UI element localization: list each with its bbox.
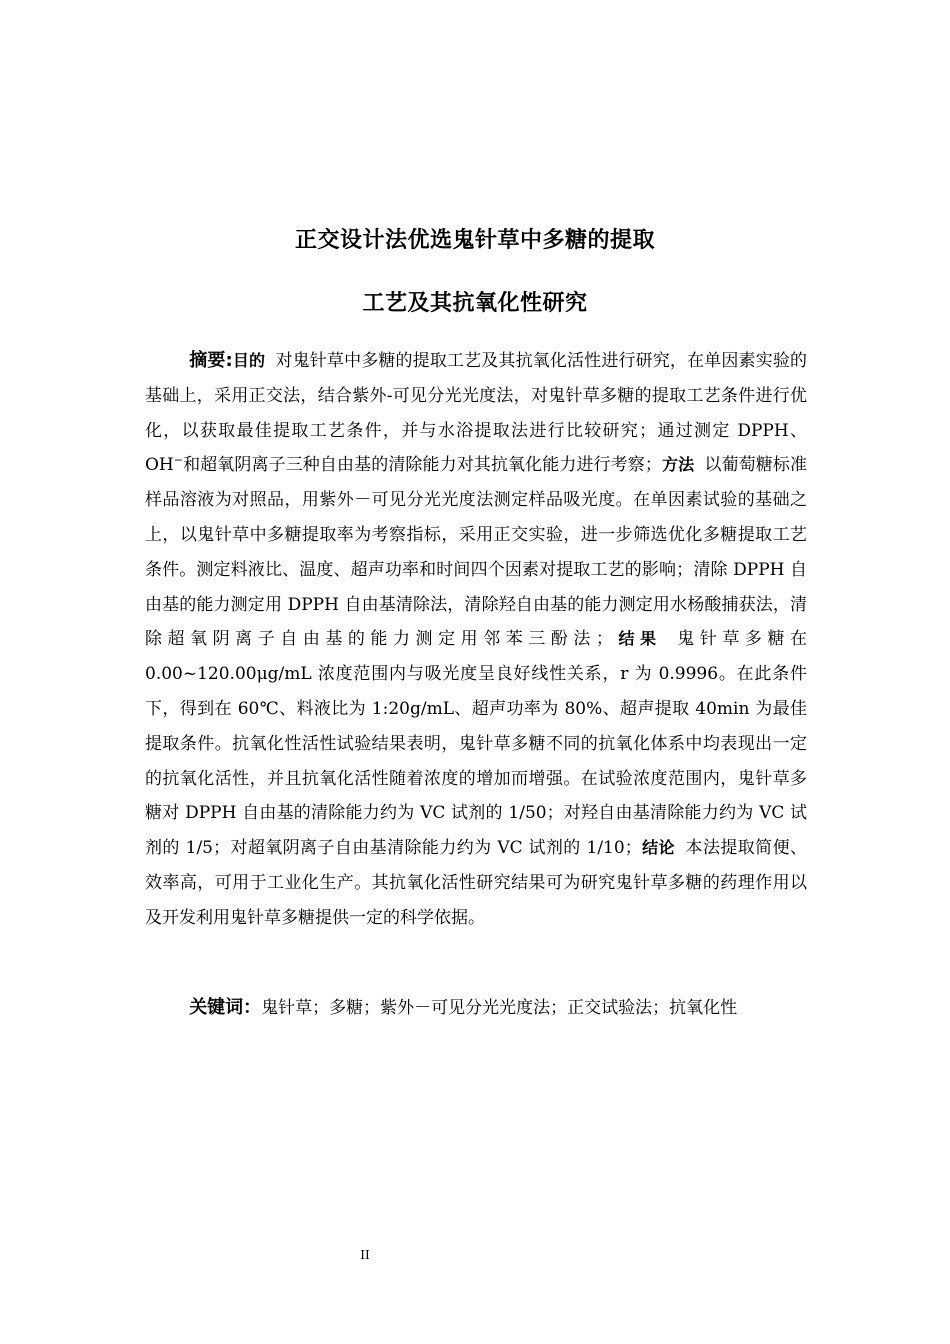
conclusion-text: 本法提取简便、效率高，可用于工业化生产。其抗氧化活性研究结果可为研究鬼针草多糖的药理作用以及开发利用鬼针草多糖提供一定的科学依据。 bbox=[145, 838, 807, 928]
keywords-section bbox=[145, 991, 807, 1026]
objective-label: 目的 bbox=[232, 351, 266, 370]
objective-text-2: 和超氧阴离子三种自由基的清除能力对其抗氧化能力进行考察； bbox=[182, 455, 662, 476]
result-label: 结果 bbox=[612, 629, 662, 649]
method-label: 方法 bbox=[661, 455, 695, 475]
title-line-1: 正交设计法优选鬼针草中多糖的提取 bbox=[294, 228, 655, 253]
title-line-2: 工艺及其抗氧化性研究 bbox=[362, 291, 588, 316]
abstract-paragraph bbox=[145, 344, 807, 936]
conclusion-label: 结论 bbox=[641, 838, 675, 858]
keywords-paragraph bbox=[145, 991, 807, 1026]
page-number: II bbox=[360, 1248, 370, 1262]
method-text: 以葡萄糖标准样品溶液为对照品，用紫外－可见分光光度法测定样品吸光度。在单因素试验的基础之上，以鬼针草中多糖提取率为考察指标，采用正交实验，进一步筛选优化多糖提取工艺条件。测定料液比、温度、超声功率和时间四个因素对提取工艺的影响；清除 DPPH 自由基的能力测定用 DPPH 自由基清除法，清除羟自由基的能力测定用水杨酸捕获法，清除超氧阴离子自由基的能力测定用邻苯三酚法； bbox=[145, 455, 807, 650]
objective-text: 对鬼针草中多糖的提取工艺及其抗氧化活性进行研究，在单因素实验的基础上，采用正交法，结合紫外-可见分光光度法，对鬼针草多糖的提取工艺条件进行优化，以获取最佳提取工艺条件，并与水浴提取法进行比较研究；通过测定 DPPH、OH bbox=[145, 351, 807, 476]
abstract-label: 摘要: bbox=[189, 350, 233, 371]
result-text: 鬼针草多糖在 0.00~120.00μg/mL 浓度范围内与吸光度呈良好线性关系，r 为 0.9996。在此条件下，得到在 60℃、料液比为 1:20g/mL、超声功率为 80%、超声提取 40min 为最佳提取条件。抗氧化性活性试验结果表明，鬼针草多糖不同的抗氧化体系中均表现出一定的抗氧化活性，并且抗氧化活性随着浓度的增加而增强。在试验浓度范围内，鬼针草多糖对 DPPH 自由基的清除能力约为 VC 试剂的 1/50；对羟自由基清除能力约为 VC 试剂的 1/5；对超氧阴离子自由基清除能力约为 VC 试剂的 1/10； bbox=[145, 629, 808, 859]
keywords-text: 鬼针草；多糖；紫外－可见分光光度法；正交试验法；抗氧化性 bbox=[261, 998, 738, 1018]
keywords-label: 关键词： bbox=[189, 997, 262, 1018]
oh-superscript: − bbox=[173, 453, 183, 467]
abstract-section bbox=[145, 344, 807, 936]
